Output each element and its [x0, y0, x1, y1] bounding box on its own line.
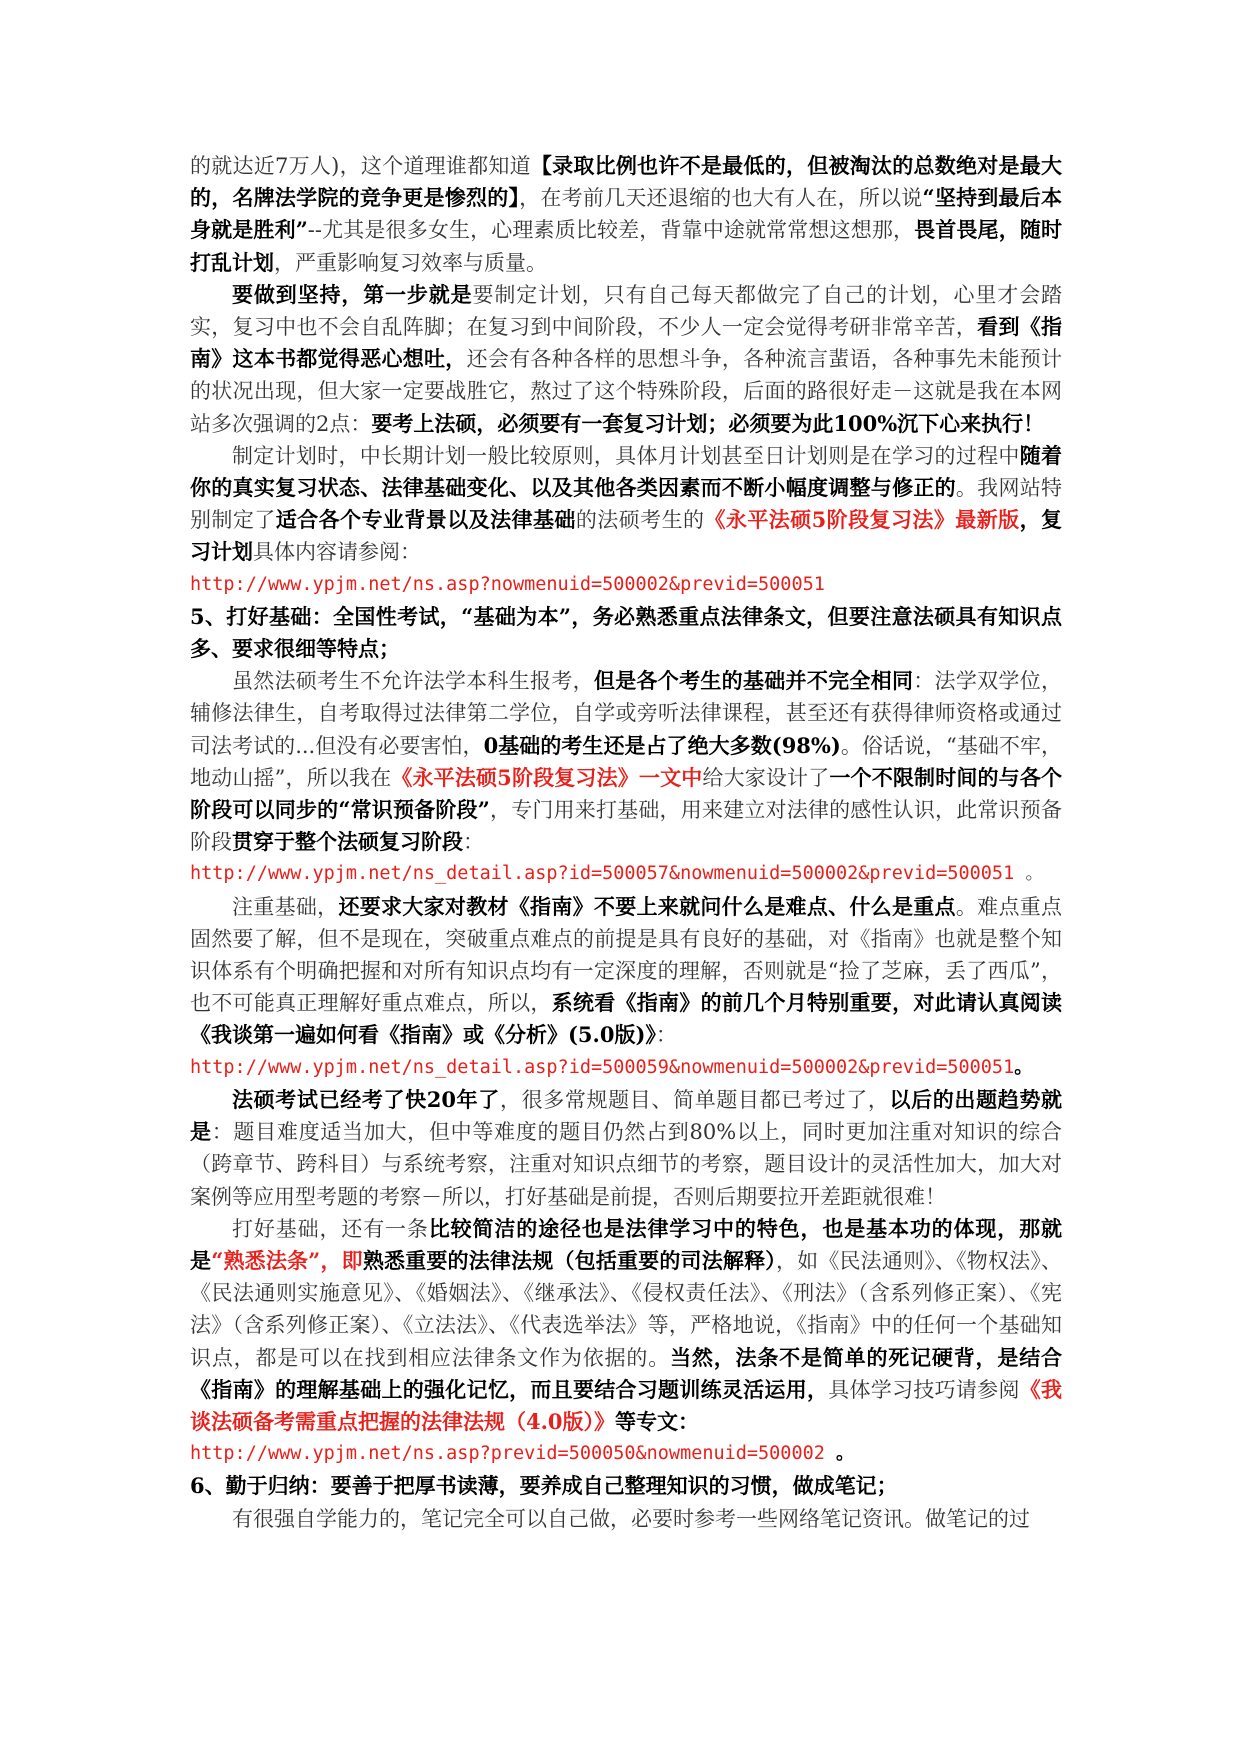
bold-run: “坚持到最后本身就是胜利” [190, 185, 1062, 243]
bold-run: ，复习计划 [190, 507, 1063, 565]
bold-run: 畏首畏尾，随时打乱计划 [190, 217, 1062, 275]
red-highlight-run: 《我谈法硕备考需重点把握的法律法规（4.0版）》 [190, 1376, 1063, 1434]
red-highlight-run: “熟悉法条”，即 [211, 1247, 363, 1273]
text-run: 。我网站特别制定了 [190, 476, 1063, 533]
bold-run: 还要求大家对教材《指南》不要上来就问什么是难点、什么是重点 [338, 893, 956, 919]
text-run: 的就达近7万人)，这个道理谁都知道 [190, 154, 531, 178]
bold-run: 贯穿于整个法硕复习阶段 [232, 829, 463, 855]
url-link-3[interactable] [190, 1052, 1062, 1084]
text-run: ：法学双学位，辅修法律生，自考取得过法律第二学位，自学或旁听法律课程，甚至还有获得律师资格或通过司法考试的...但没有必要害怕， [190, 669, 1063, 758]
red-highlight-run: 《永平法硕5阶段复习法》最新版 [704, 507, 1020, 533]
text-run: --尤其是很多女生，心理素质比较差，背靠中途就常常想这想那， [307, 218, 915, 243]
paragraph-notes [190, 1503, 1062, 1535]
bold-run: 但是各个考生的基础并不完全相同 [593, 668, 914, 694]
text-run: ，专门用来打基础，用来建立对法律的感性认识，此常识预备阶段 [190, 798, 1062, 855]
text-run: 具体内容请参阅： [253, 540, 421, 565]
paragraph-plan-adjust [190, 440, 1062, 569]
text-run: 。难点重点固然要了解，但不是现在，突破重点难点的前提是具有良好的基础，对《指南》也就是整个知识体系有个明确把握和对所有知识点均有一定深度的理解，否则就是“捡了芝麻，丢了西瓜”，也不可能真正理解好重点难点，所以， [190, 894, 1063, 1016]
text-run: 给大家设计了 [702, 765, 830, 790]
url-link-2[interactable] [190, 858, 1062, 890]
url-text[interactable]: http://www.ypjm.net/ns.asp?nowmenuid=500002&previd=500051 [190, 573, 825, 595]
text-run: ，很多常规题目、简单题目都已考过了， [499, 1087, 890, 1112]
bold-run: 比较简洁的途径也是法律学习中的特色，也是基本功的体现，那就是 [190, 1215, 1063, 1273]
text-run: ，在考前几天还退缩的也大有人在，所以说 [519, 186, 923, 211]
text-run: 打好基础，还有一条 [232, 1216, 429, 1241]
text-run: ，严重影响复习效率与质量。 [274, 250, 547, 275]
url-text[interactable]: http://www.ypjm.net/ns_detail.asp?id=500057&nowmenuid=500002&previd=500051 [190, 863, 1015, 885]
url-text[interactable]: http://www.ypjm.net/ns_detail.asp?id=500059&nowmenuid=500002&previd=500051 [190, 1056, 1015, 1078]
bold-run: 看到《指南》这本书都觉得恶心想吐， [190, 314, 1062, 372]
punctuation: 。 [1014, 1056, 1033, 1078]
bold-run: 法硕考试已经考了快20年了 [232, 1086, 500, 1112]
url-link-4[interactable] [190, 1438, 1062, 1470]
text-run: ，如《民法通则》、《物权法》、《民法通则实施意见》、《婚姻法》、《继承法》、《侵权责任法》、《刑法》（含系列修正案）、《宪法》（含系列修正案）、《立法法》、《代表选举法》等，严格地说，《指南》中的任何一个基础知识点，都是可以在找到相应法律条文作为依据的。 [190, 1248, 1063, 1370]
text-run: 还会有各种各样的思想斗争，各种流言蜚语，各种事先未能预计的状况出现，但大家一定要战胜它，熬过了这个特殊阶段，后面的路很好走－这就是我在本网站多次强调的2点： [190, 347, 1063, 436]
paragraph-focus-basics [190, 891, 1062, 1052]
red-highlight-run: 《永平法硕5阶段复习法》一文中 [391, 764, 703, 790]
bold-run: 等专文： [615, 1408, 700, 1434]
bold-run: 以后的出题趋势就是 [190, 1086, 1062, 1145]
text-run: 虽然法硕考生不允许法学本科生报考， [232, 669, 594, 694]
paragraph-persistence-intro [190, 150, 1062, 279]
section-heading-6: 6、勤于归纳：要善于把厚书读薄，要养成自己整理知识的习惯，做成笔记； [190, 1473, 898, 1499]
bold-run: 【录取比例也许不是最低的，但被淘汰的总数绝对是最大的，名牌法学院的竞争更是惨烈的】 [190, 153, 1062, 211]
text-run: ： [463, 830, 484, 855]
text-run: 制定计划时，中长期计划一般比较原则，具体月计划甚至日计划则是在学习的过程中 [232, 443, 1020, 468]
url-link-1[interactable] [190, 569, 1062, 601]
section-heading-5: 5、打好基础：全国性考试，“基础为本”，务必熟悉重点法律条文，但要注意法硕具有知识点多、要求很细等特点； [190, 603, 1062, 662]
paragraph-know-statutes [190, 1213, 1062, 1438]
bold-run: 熟悉重要的法律法规（包括重要的司法解释） [362, 1247, 776, 1273]
bold-run: 随着你的真实复习状态、法律基础变化、以及其他各类因素而不断小幅度调整与修正的 [190, 442, 1063, 501]
text-run: 要制定计划，只有自己每天都做完了自己的计划，心里才会踏实，复习中也不会自乱阵脚；在复习到中间阶段，不少人一定会觉得考研非常辛苦， [190, 282, 1062, 340]
bold-run: 系统看《指南》的前几个月特别重要，对此请认真阅读《我谈第一遍如何看《指南》或《分析》(5.0版)》 [190, 990, 1063, 1048]
paragraph-exam-trend [190, 1084, 1062, 1213]
punctuation: 。 [1014, 863, 1044, 885]
text-run: 的法硕考生的 [575, 508, 705, 533]
url-text[interactable]: http://www.ypjm.net/ns.asp?previd=500050&nowmenuid=500002 [190, 1443, 825, 1465]
text-run: 有很强自学能力的，笔记完全可以自己做，必要时参考一些网络笔记资讯。做笔记的过 [232, 1506, 1030, 1531]
text-run: 。俗话说，“基础不牢，地动山摇”，所以我在 [190, 733, 1062, 790]
text-run: ： [655, 1023, 677, 1048]
bold-run: 0基础的考生还是占了绝大多数(98%) [483, 732, 841, 758]
paragraph-basics [190, 665, 1062, 858]
text-run: 具体学习技巧请参阅 [828, 1377, 1020, 1402]
bold-run: 一个不限制时间的与各个阶段可以同步的“常识预备阶段” [190, 764, 1063, 823]
bold-run: 当然，法条不是简单的死记硬背，是结合《指南》的理解基础上的强化记忆，而且要结合习题训练灵活运用， [190, 1344, 1063, 1402]
text-run: ：题目难度适当加大，但中等难度的题目仍然占到80%以上，同时更加注重对知识的综合（跨章节、跨科目）与系统考察，注重对知识点细节的考察，题目设计的灵活性加大，加大对案例等应用型考题的考察－所以，打好基础是前提，否则后期要拉开差距就很难！ [190, 1120, 1062, 1209]
paragraph-make-plan [190, 279, 1062, 440]
document-page [190, 150, 1062, 1535]
text-run: 注重基础， [232, 894, 339, 919]
bold-run: 要做到坚持，第一步就是 [232, 281, 473, 307]
bold-run: 适合各个专业背景以及法律基础 [275, 507, 576, 533]
bold-run: 要考上法硕，必须要有一套复习计划；必须要为此100%沉下心来执行！ [371, 410, 1045, 436]
punctuation: 。 [824, 1443, 855, 1465]
